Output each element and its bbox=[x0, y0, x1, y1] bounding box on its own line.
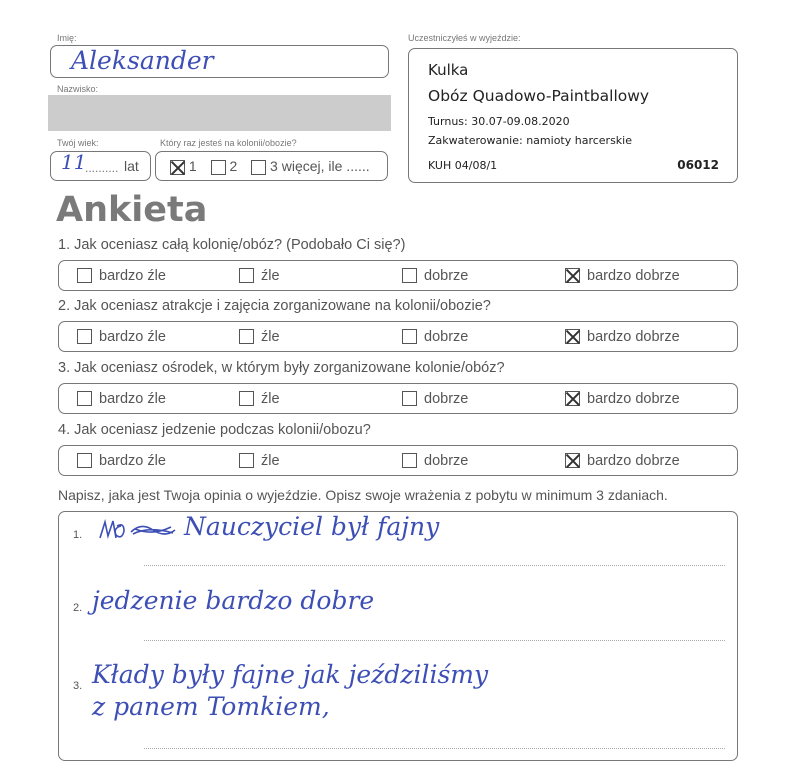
age-field[interactable] bbox=[50, 151, 151, 181]
rating-checkbox[interactable] bbox=[77, 453, 92, 468]
surname-redacted bbox=[48, 95, 391, 131]
opinion-line-2: jedzenie bardzo dobre bbox=[92, 586, 375, 615]
card-line2: Obóz Quadowo-Paintballowy bbox=[428, 87, 650, 105]
rating-option-label: dobrze bbox=[424, 391, 469, 407]
rating-option[interactable] bbox=[77, 453, 166, 469]
card-line1: Kulka bbox=[428, 61, 469, 79]
card-label: Uczestniczyłeś w wyjeździe: bbox=[408, 33, 521, 43]
surname-label: Nazwisko: bbox=[57, 84, 99, 94]
rating-option[interactable] bbox=[239, 453, 280, 469]
rating-checkbox[interactable] bbox=[402, 329, 417, 344]
name-field[interactable] bbox=[50, 45, 389, 78]
age-unit: lat bbox=[124, 158, 139, 174]
rating-option[interactable] bbox=[402, 268, 468, 284]
opinion-line-1: Nauczyciel był fajny bbox=[184, 512, 440, 541]
age-dots: .......... bbox=[85, 161, 119, 175]
rating-option-label: bardzo dobrze bbox=[587, 391, 680, 407]
opinion-number-3: 3. bbox=[73, 680, 83, 692]
rating-checkbox[interactable] bbox=[77, 329, 92, 344]
times-label: Który raz jesteś na kolonii/obozie? bbox=[160, 138, 297, 148]
scribble-mark bbox=[129, 518, 177, 542]
rating-option-label: dobrze bbox=[424, 453, 469, 469]
rating-checkbox[interactable] bbox=[239, 391, 254, 406]
rating-option-label: bardzo źle bbox=[99, 453, 166, 469]
rating-option-label: źle bbox=[261, 329, 280, 345]
rating-checkbox[interactable] bbox=[565, 268, 580, 283]
rating-option[interactable] bbox=[402, 391, 468, 407]
scribble-mark bbox=[97, 516, 127, 544]
rating-option[interactable] bbox=[402, 329, 468, 345]
rating-option-label: bardzo źle bbox=[99, 268, 166, 284]
page-title: Ankieta bbox=[56, 190, 208, 230]
rating-option-label: źle bbox=[261, 268, 280, 284]
rating-option-label: bardzo dobrze bbox=[587, 268, 680, 284]
times-3-checkbox[interactable] bbox=[251, 160, 266, 175]
rating-option-label: dobrze bbox=[424, 268, 469, 284]
rating-row bbox=[58, 445, 738, 476]
rating-option[interactable] bbox=[77, 268, 166, 284]
opinion-number-2: 2. bbox=[73, 602, 83, 614]
times-1-checkbox[interactable] bbox=[170, 160, 185, 175]
rating-option[interactable] bbox=[77, 391, 166, 407]
rating-checkbox[interactable] bbox=[402, 268, 417, 283]
rating-checkbox[interactable] bbox=[239, 329, 254, 344]
name-label: Imię: bbox=[57, 33, 77, 43]
times-2-checkbox[interactable] bbox=[211, 160, 226, 175]
opinion-dotline bbox=[144, 748, 725, 749]
question-text: 3. Jak oceniasz ośrodek, w którym były zorganizowane kolonie/obóz? bbox=[58, 360, 505, 376]
opinion-line-3a: Kłady były fajne jak jeździliśmy bbox=[92, 660, 489, 689]
rating-row bbox=[58, 321, 738, 352]
question-text: 4. Jak oceniasz jedzenie podczas kolonii/obozu? bbox=[58, 422, 371, 438]
question-text: 1. Jak oceniasz całą kolonię/obóz? (Podobało Ci się?) bbox=[58, 237, 406, 253]
camp-card bbox=[408, 48, 738, 183]
times-3-label: 3 więcej, ile ...... bbox=[270, 158, 370, 174]
rating-checkbox[interactable] bbox=[402, 391, 417, 406]
card-code: KUH 04/08/1 bbox=[428, 159, 498, 172]
opinion-line-3b: z panem Tomkiem, bbox=[92, 692, 330, 721]
times-1-label: 1 bbox=[188, 158, 197, 174]
rating-option-label: dobrze bbox=[424, 329, 469, 345]
rating-option[interactable] bbox=[565, 453, 680, 469]
rating-checkbox[interactable] bbox=[565, 391, 580, 406]
rating-option-label: źle bbox=[261, 391, 280, 407]
rating-option[interactable] bbox=[239, 329, 280, 345]
rating-option[interactable] bbox=[565, 268, 680, 284]
opinion-field[interactable] bbox=[58, 511, 738, 761]
rating-option-label: bardzo dobrze bbox=[587, 453, 680, 469]
rating-checkbox[interactable] bbox=[239, 268, 254, 283]
card-number: 06012 bbox=[677, 158, 719, 172]
opinion-number-1: 1. bbox=[73, 529, 83, 541]
question-text: 2. Jak oceniasz atrakcje i zajęcia zorganizowane na kolonii/obozie? bbox=[58, 298, 491, 314]
name-value: Aleksander bbox=[71, 46, 214, 75]
rating-checkbox[interactable] bbox=[565, 329, 580, 344]
card-turnus: Turnus: 30.07-09.08.2020 bbox=[428, 115, 570, 128]
rating-option-label: bardzo źle bbox=[99, 329, 166, 345]
rating-option[interactable] bbox=[565, 329, 680, 345]
rating-row bbox=[58, 383, 738, 414]
age-value: 11 bbox=[61, 150, 87, 174]
rating-option[interactable] bbox=[565, 391, 680, 407]
opinion-dotline bbox=[144, 565, 725, 566]
rating-option-label: bardzo źle bbox=[99, 391, 166, 407]
rating-checkbox[interactable] bbox=[77, 268, 92, 283]
rating-option[interactable] bbox=[77, 329, 166, 345]
times-field bbox=[155, 151, 388, 181]
age-label: Twój wiek: bbox=[57, 138, 99, 148]
rating-option-label: źle bbox=[261, 453, 280, 469]
rating-checkbox[interactable] bbox=[239, 453, 254, 468]
rating-checkbox[interactable] bbox=[402, 453, 417, 468]
rating-option[interactable] bbox=[239, 391, 280, 407]
opinion-prompt: Napisz, jaka jest Twoja opinia o wyjeździe. Opisz swoje wrażenia z pobytu w minimum 3 zdaniach. bbox=[58, 487, 668, 503]
times-2-label: 2 bbox=[229, 158, 238, 174]
rating-option[interactable] bbox=[402, 453, 468, 469]
rating-row bbox=[58, 260, 738, 291]
rating-option-label: bardzo dobrze bbox=[587, 329, 680, 345]
rating-option[interactable] bbox=[239, 268, 280, 284]
rating-checkbox[interactable] bbox=[565, 453, 580, 468]
card-accommodation: Zakwaterowanie: namioty harcerskie bbox=[428, 134, 632, 147]
opinion-dotline bbox=[144, 640, 725, 641]
rating-checkbox[interactable] bbox=[77, 391, 92, 406]
